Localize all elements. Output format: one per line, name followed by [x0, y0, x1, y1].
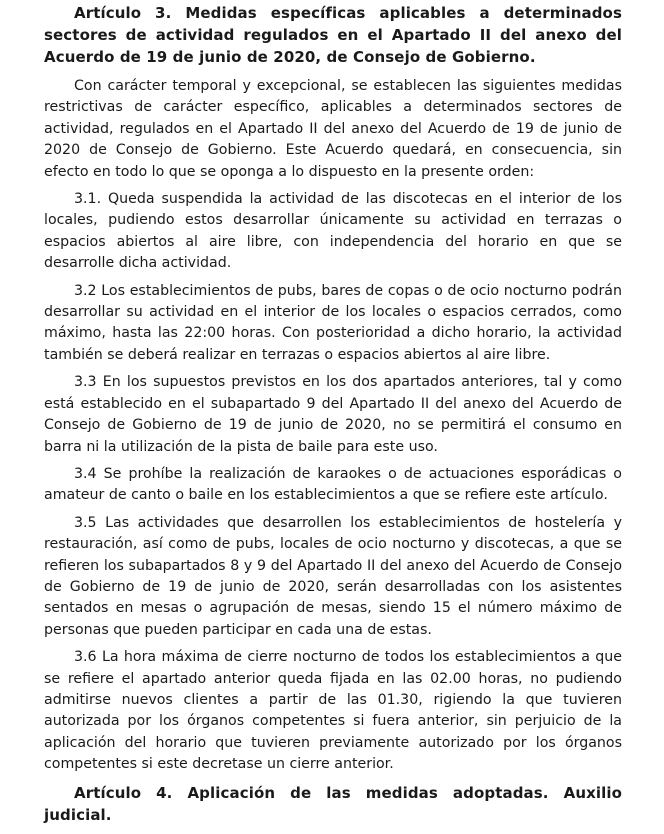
- paragraph-3-6: 3.6 La hora máxima de cierre nocturno de todos los establecimientos a que se refiere el apartado anterior queda fijada en las 02.00 horas, no pudiendo admitirse nuevos clientes a partir de las 01.30, rigiendo la que tuvieren autorizada por los órganos competentes si fuera anterior, sin perjuicio de la aplicación del horario que tuvieren previamente autorizado por los órganos competentes si este decretase un cierre anterior.: [44, 649, 622, 773]
- paragraph-3-1: 3.1. Queda suspendida la actividad de las discotecas en el interior de los locales, pudiendo estos desarrollar únicamente su actividad en terrazas o espacios abiertos al aire libre, con independencia del horario en que se desarrolle dicha actividad.: [44, 191, 622, 272]
- article-3-title: Artículo 3. Medidas específicas aplicables a determinados sectores de actividad regulados en el Apartado II del anexo del Acuerdo de 19 de junio de 2020, de Consejo de Gobierno.: [44, 4, 622, 66]
- paragraph-3-4: 3.4 Se prohíbe la realización de karaokes o de actuaciones esporádicas o amateur de canto o baile en los establecimientos a que se refiere este artículo.: [44, 465, 622, 504]
- paragraph-3-5: 3.5 Las actividades que desarrollen los establecimientos de hostelería y restauración, así como de pubs, locales de ocio nocturno y discotecas, a que se refieren los subapartados 8 y 9 del Apartado II del anexo del Acuerdo de Consejo de Gobierno de 19 de junio de 2020, serán desarrolladas con los asistentes sentados en mesas o agrupación de mesas, siendo 15 el número máximo de personas que pueden participar en cada una de estas.: [44, 514, 622, 638]
- paragraph-3-3: 3.3 En los supuestos previstos en los dos apartados anteriores, tal y como está establecido en el subapartado 9 del Apartado II del anexo del Acuerdo de Consejo de Gobierno de 19 de junio de 2020, no se permitirá el consumo en barra ni la utilización de la pista de baile para este uso.: [44, 374, 622, 455]
- document-page: [44, 0, 622, 834]
- article-3-intro: Con carácter temporal y excepcional, se establecen las siguientes medidas restrictivas de carácter específico, aplicables a determinados sectores de actividad, regulados en el Apartado II del anexo del Acuerdo de 19 de junio de 2020 de Consejo de Gobierno. Este Acuerdo quedará, en consecuencia, sin efecto en todo lo que se oponga a lo dispuesto en la presente orden:: [44, 78, 622, 180]
- paragraph-3-2: 3.2 Los establecimientos de pubs, bares de copas o de ocio nocturno podrán desarrollar su actividad en el interior de los locales o espacios cerrados, como máximo, hasta las 22:00 horas. Con posterioridad a dicho horario, la actividad también se deberá realizar en terrazas o espacios abiertos al aire libre.: [44, 282, 622, 363]
- article-4-title: Artículo 4. Aplicación de las medidas adoptadas. Auxilio judicial.: [44, 783, 622, 824]
